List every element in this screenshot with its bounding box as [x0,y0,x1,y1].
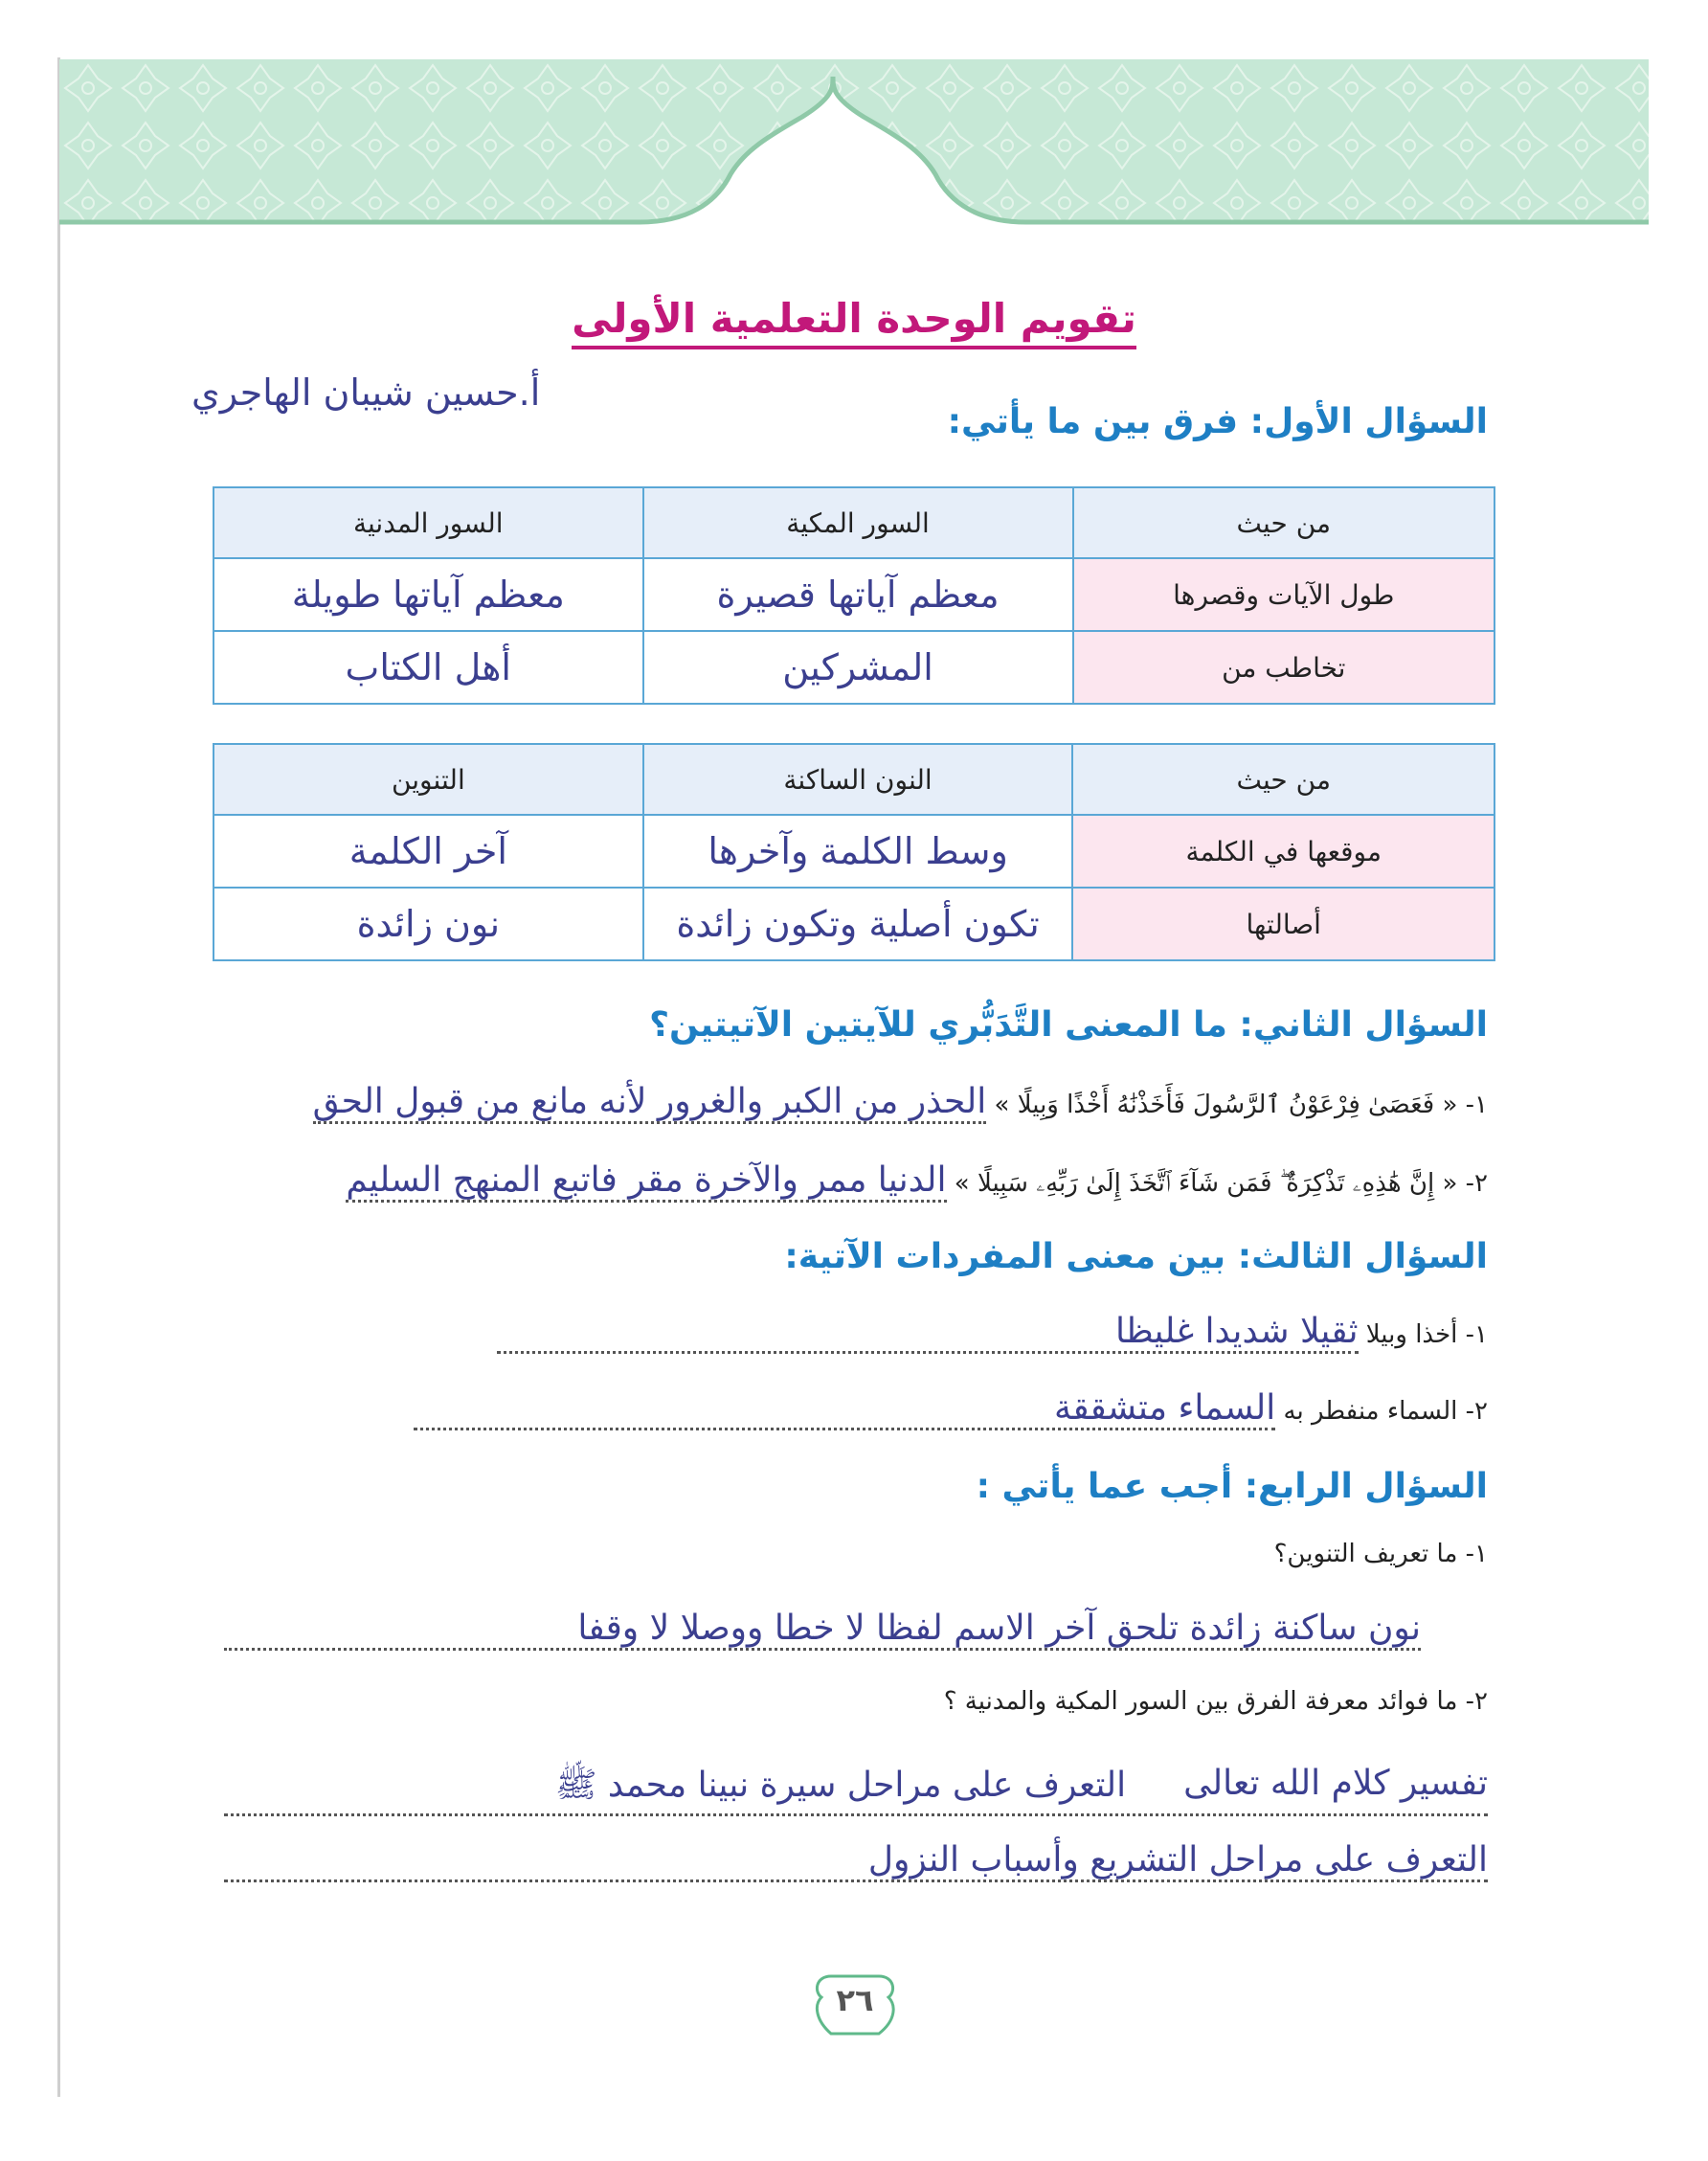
table-noon-tanween [213,743,1495,961]
table-meccan-medinan [213,486,1495,705]
table1-header-meccan: السور المكية [643,487,1073,558]
q3-item-2-answer: السماء متشققة [414,1388,1275,1430]
q4-item-1-num: ١- [1465,1540,1488,1568]
q2-item-1-answer: الحذر من الكبر والغرور لأنه مانع من قبول الحق [313,1082,987,1124]
table1-row1-medinan: معظم آياتها طويلة [214,558,643,631]
question-3-heading: السؤال الثالث: بين معنى المفردات الآتية: [784,1237,1488,1276]
q4-item-2-answer-1: تفسير كلام الله تعالى [1183,1764,1488,1803]
q4-item-1-answer-line [224,1609,1421,1651]
table2-header-noon: النون الساكنة [643,744,1073,815]
table2-row2-label: أصالتها [1072,888,1494,960]
q4-item-2-answer-2: التعرف على مراحل سيرة نبينا محمد ﷺ [554,1766,1127,1805]
table1-header-medinan: السور المدنية [214,487,643,558]
table1-row1-label: طول الآيات وقصرها [1073,558,1494,631]
question-1-heading: السؤال الأول: فرق بين ما يأتي: [947,402,1488,441]
table1-header-aspect: من حيث [1073,487,1494,558]
author-name: أ.حسين شيبان الهاجري [191,371,541,414]
q3-item-2 [414,1388,1488,1430]
table2-row1-label: موقعها في الكلمة [1072,815,1494,888]
q2-item-1-verse: « فَعَصَىٰ فِرْعَوْنُ ٱلرَّسُولَ فَأَخَذْنَٰهُ أَخْذًا وَبِيلًا » [994,1091,1458,1119]
table1-row2-label: تخاطب من [1073,631,1494,704]
table2-row2-tanween: نون زائدة [214,888,643,960]
question-2-heading: السؤال الثاني: ما المعنى التَّدَبُّري للآيتين الآتيتين؟ [649,1005,1488,1045]
table2-header-aspect: من حيث [1072,744,1494,815]
margin-rule [57,57,60,2097]
table2-row1-tanween: آخر الكلمة [214,815,643,888]
q3-item-1-num: ١- [1465,1320,1488,1349]
table2-header-tanween: التنوين [214,744,643,815]
q2-item-1-num: ١- [1465,1091,1488,1119]
table1-row2-medinan: أهل الكتاب [214,631,643,704]
q4-item-1-question [1274,1540,1488,1568]
q4-item-2-answer-line-2 [224,1840,1488,1882]
q3-item-1-term: أخذا وبيلا [1365,1320,1458,1349]
decorative-header-banner [59,59,1649,232]
page-title: تقويم الوحدة التعلمية الأولى [0,295,1708,342]
q4-item-2-answer-line-1 [224,1764,1488,1816]
q3-item-2-num: ٢- [1465,1397,1488,1426]
page-number: ٢٦ [836,1982,874,2018]
q2-item-2-verse: « إِنَّ هَٰذِهِۦ تَذْكِرَةٌ ۖ فَمَن شَآءَ ٱتَّخَذَ إِلَىٰ رَبِّهِۦ سَبِيلًا » [954,1169,1458,1198]
table1-row1-meccan: معظم آياتها قصيرة [643,558,1073,631]
q4-item-1-answer: نون ساكنة زائدة تلحق آخر الاسم لفظا لا خطا ووصلا لا وقفا [224,1609,1421,1651]
table1-row2-meccan: المشركين [643,631,1073,704]
q2-item-1 [313,1082,1488,1124]
q3-item-2-term: السماء منفطر به [1283,1397,1458,1426]
q2-item-2-answer: الدنيا ممر والآخرة مقر فاتبع المنهج السليم [346,1160,946,1203]
table2-row1-noon: وسط الكلمة وآخرها [643,815,1073,888]
q3-item-1-answer: ثقيلا شديدا غليظا [497,1312,1359,1354]
q4-item-2-question [944,1687,1488,1716]
table2-row2-noon: تكون أصلية وتكون زائدة [643,888,1073,960]
q3-item-1 [497,1312,1488,1354]
q2-item-2 [346,1160,1488,1203]
q4-item-1-text: ما تعريف التنوين؟ [1273,1540,1458,1568]
q4-item-2-answer-3: التعرف على مراحل التشريع وأسباب النزول [867,1840,1488,1880]
question-4-heading: السؤال الرابع: أجب عما يأتي : [976,1467,1488,1506]
q4-item-2-text: ما فوائد معرفة الفرق بين السور المكية والمدنية ؟ [943,1687,1458,1716]
q2-item-2-num: ٢- [1465,1169,1488,1198]
q4-item-2-num: ٢- [1465,1687,1488,1716]
